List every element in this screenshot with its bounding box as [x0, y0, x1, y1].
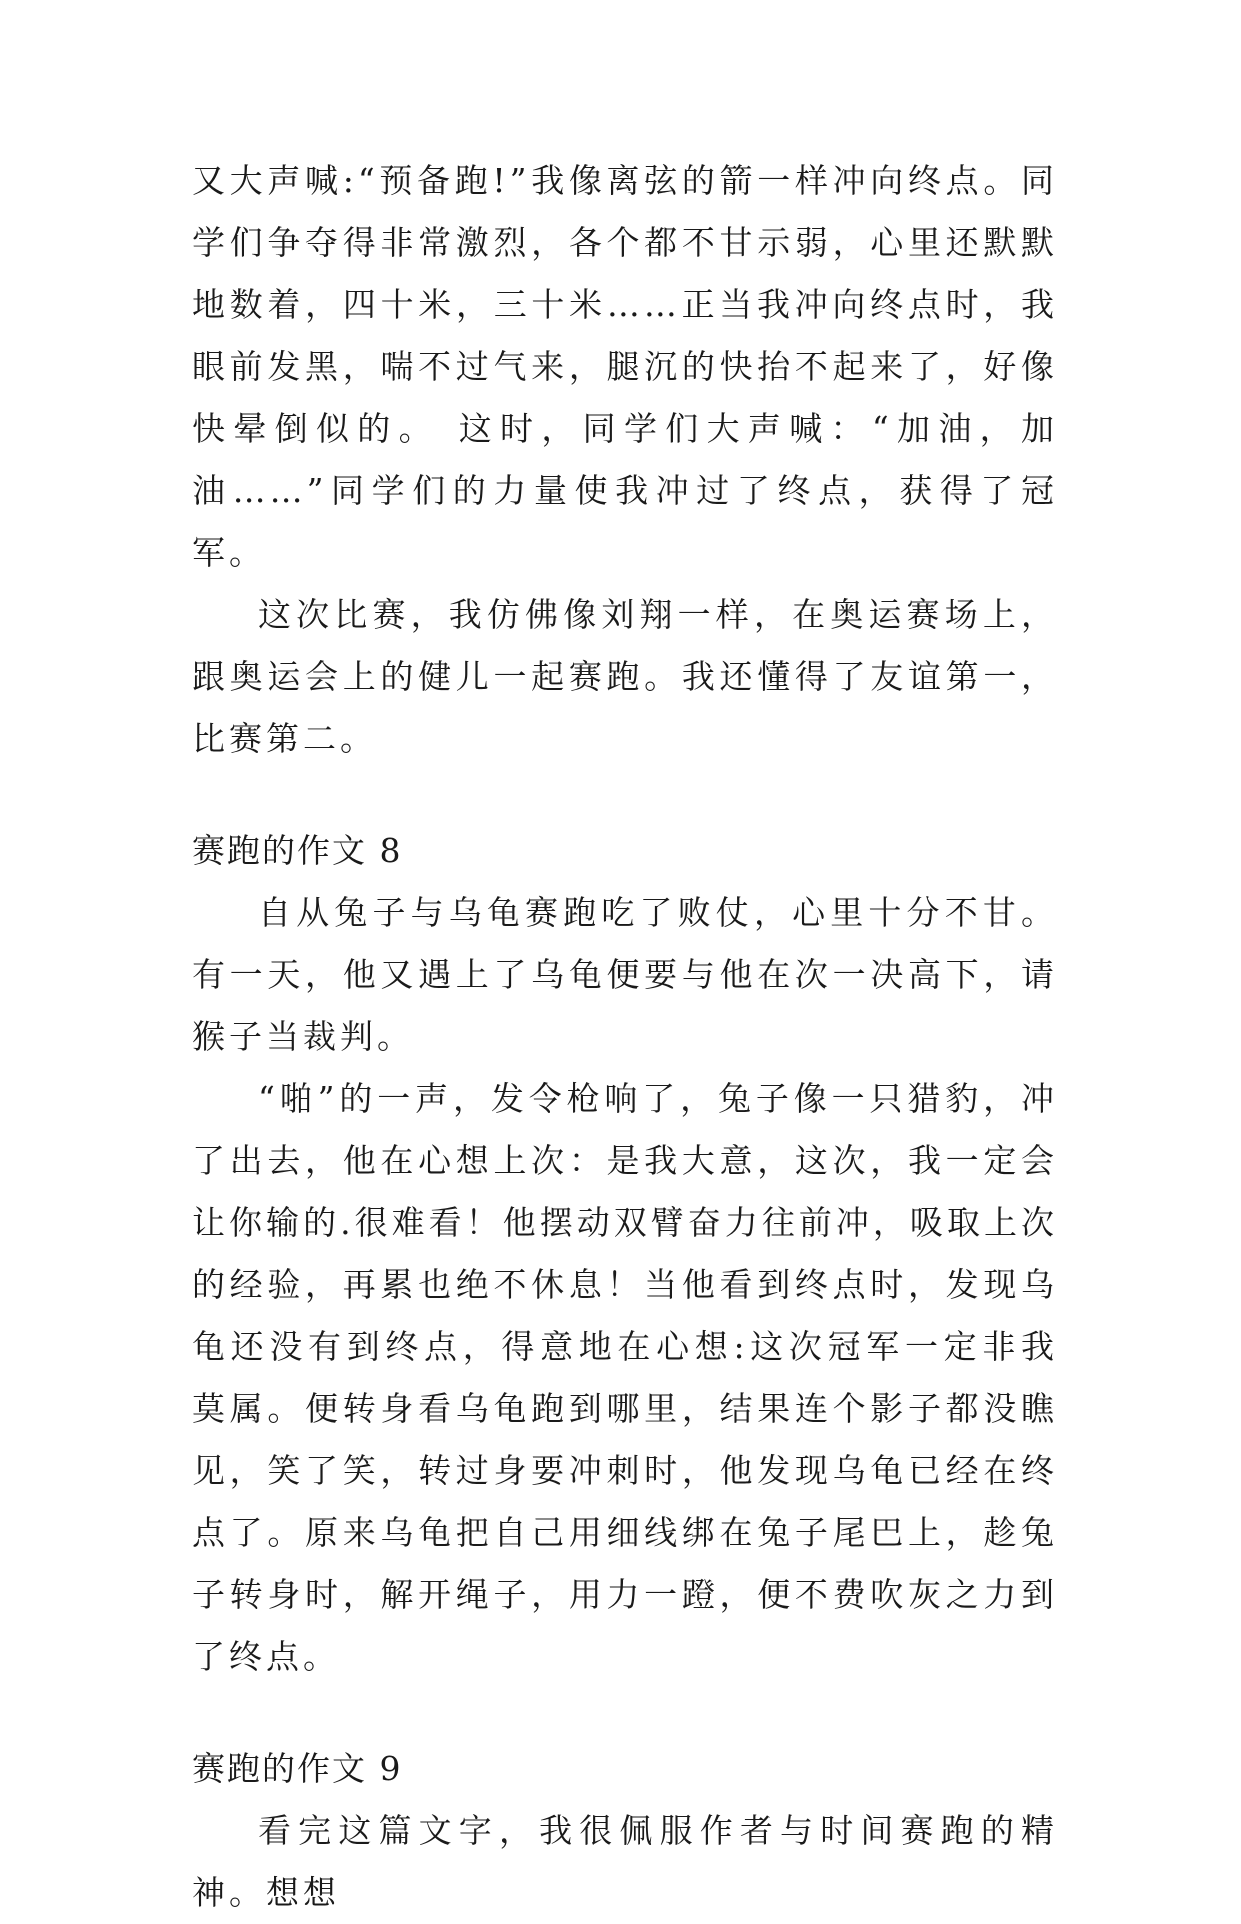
section-title-9: 赛跑的作文 9 — [192, 1749, 403, 1788]
paragraph-race-finish: 又大声喊:“预备跑!”我像离弦的箭一样冲向终点。同学们争夺得非常激烈，各个都不甘示弱，心里还默默地数着，四十米，三十米……正当我冲向终点时，我眼前发黑，喘不过气来，腿沉的快抬不起来了，好像快晕倒似的。 这时，同学们大声喊：“加油，加油……”同学们的力量使我冲过了终点，获得了冠军。 — [192, 161, 1058, 572]
section-title-8: 赛跑的作文 8 — [192, 831, 403, 870]
paragraph-rabbit-race: “啪”的一声，发令枪响了，兔子像一只猎豹，冲了出去，他在心想上次：是我大意，这次，我一定会让你输的.很难看！他摆动双臂奋力往前冲，吸取上次的经验，再累也绝不休息！当他看到终点时，发现乌龟还没有到终点，得意地在心想:这次冠军一定非我莫属。便转身看乌龟跑到哪里，结果连个影子都没瞧见，笑了笑，转过身要冲刺时，他发现乌龟已经在终点了。原来乌龟把自己用细线绑在兔子尾巴上，趁兔子转身时，解开绳子，用力一蹬，便不费吹灰之力到了终点。 — [192, 1079, 1058, 1676]
paragraph-rabbit-intro: 自从兔子与乌龟赛跑吃了败仗，心里十分不甘。有一天，他又遇上了乌龟便要与他在次一决高下，请猴子当裁判。 — [192, 893, 1058, 1056]
paragraph-race-reflection: 这次比赛，我仿佛像刘翔一样，在奥运赛场上，跟奥运会上的健儿一起赛跑。我还懂得了友谊第一，比赛第二。 — [192, 595, 1058, 758]
paragraph-time-race: 看完这篇文字，我很佩服作者与时间赛跑的精神。想想 — [192, 1811, 1058, 1912]
document-body — [192, 150, 1058, 1924]
